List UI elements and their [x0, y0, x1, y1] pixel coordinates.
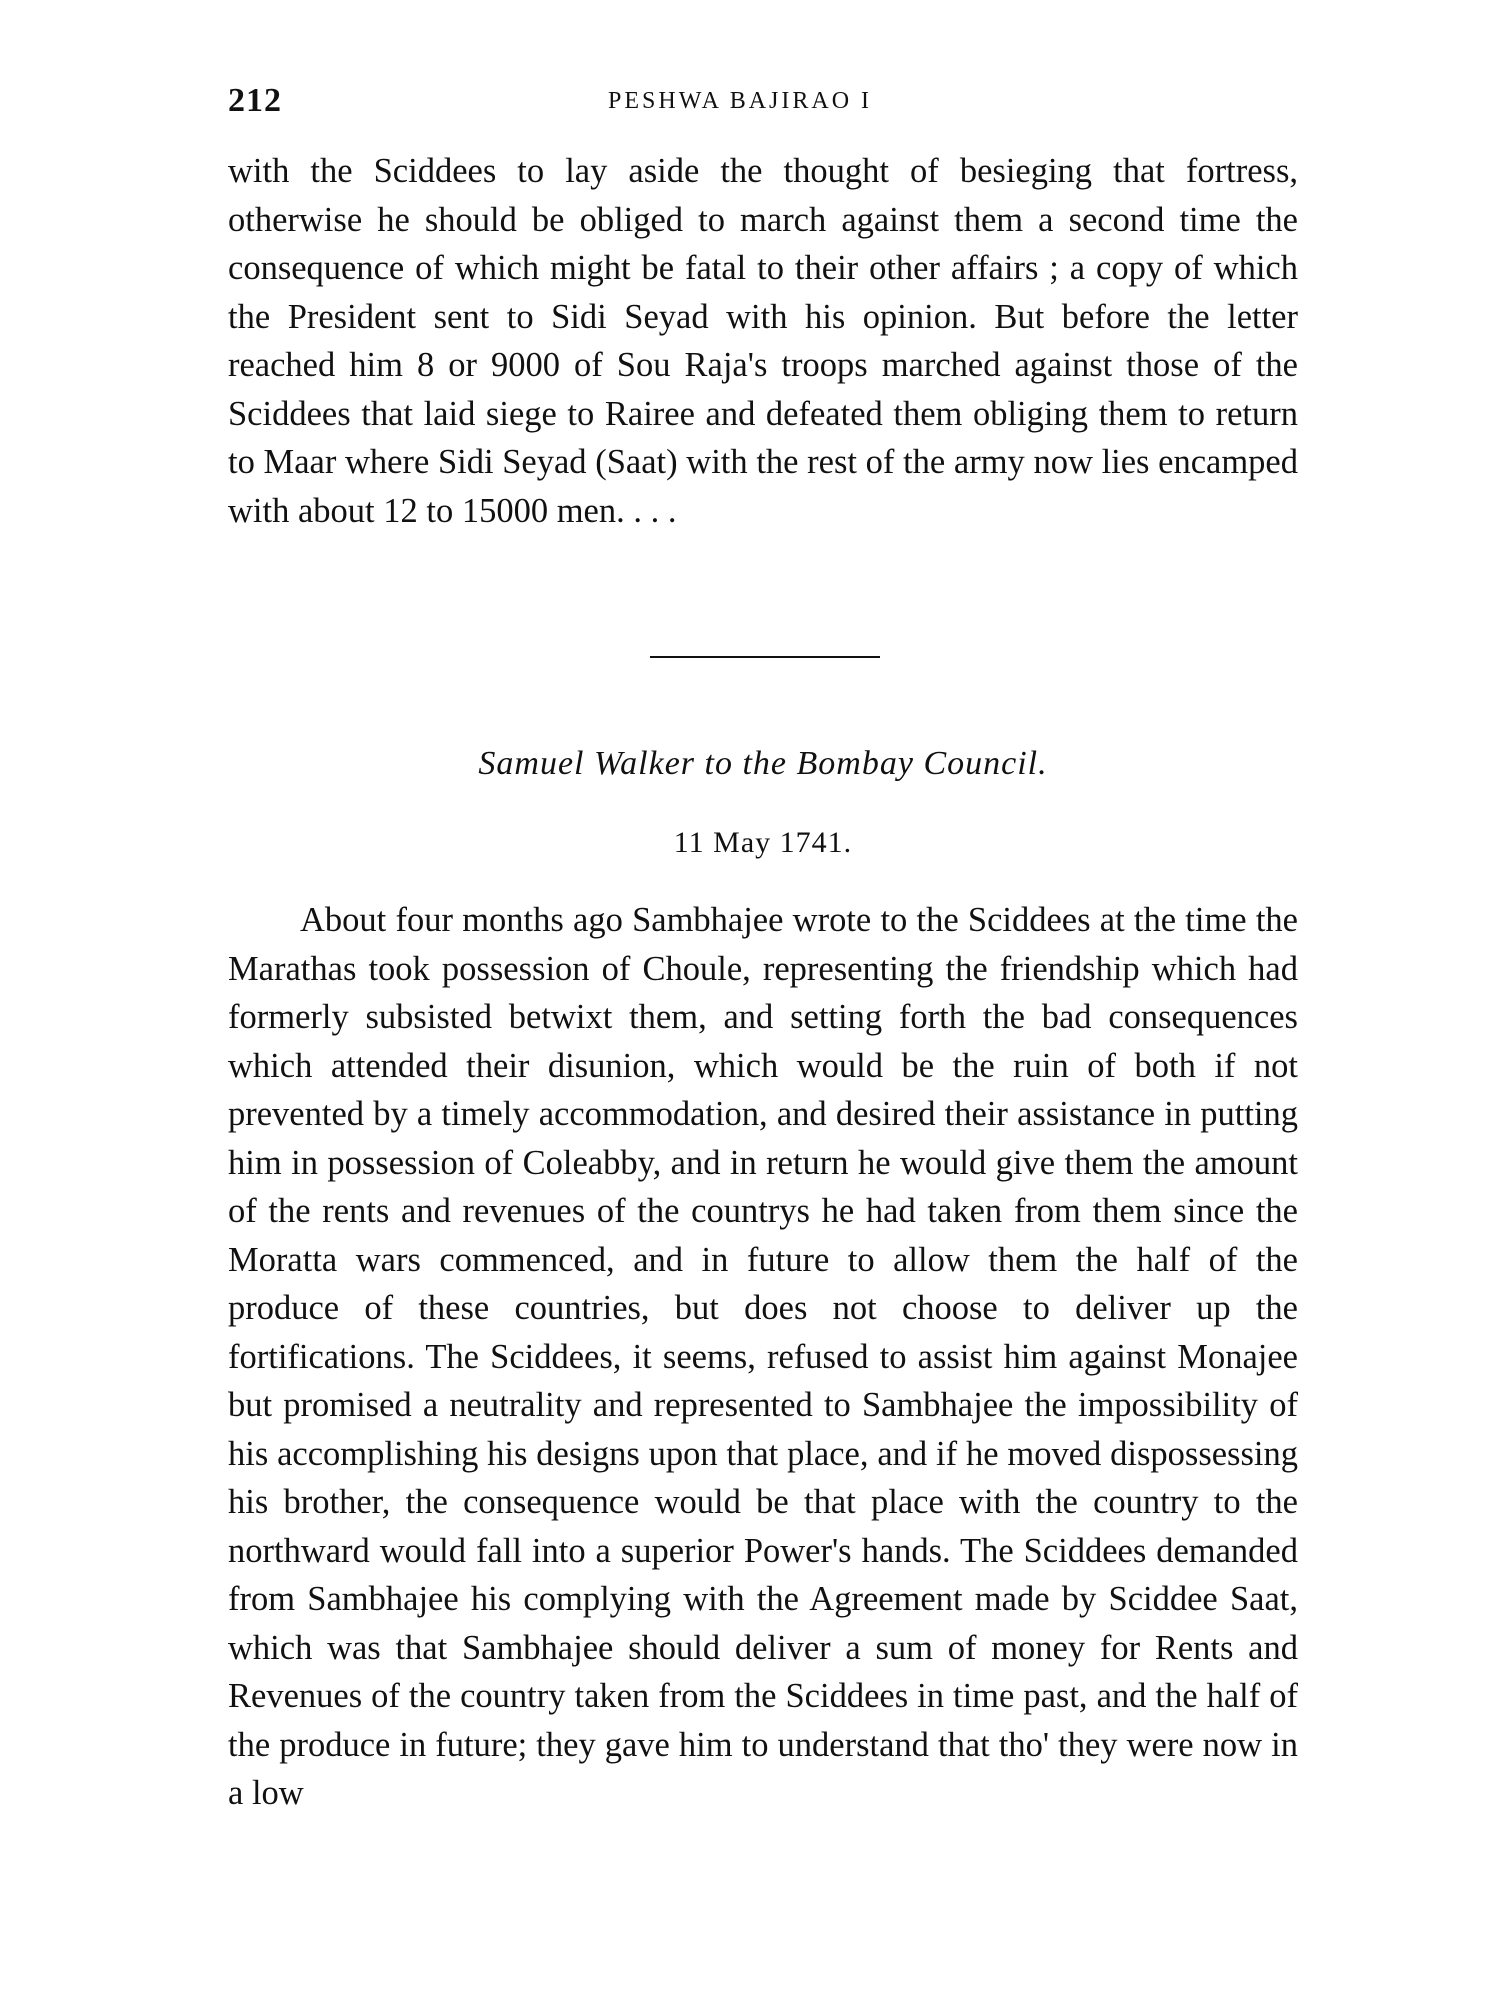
running-title: PESHWA BAJIRAO I: [608, 88, 873, 114]
continued-paragraph-block: [228, 147, 1298, 535]
letter-body-paragraph: About four months ago Sambhajee wrote to the Sciddees at the time the Marathas took possession of Choule, representing the friendship which had formerly subsisted betwixt them, and setting forth the bad consequences which attended their disunion, which would be the ruin of both if not prevented by a timely accommodation, and desired their assistance in putting him in possession of Coleabby, and in return he would give them the amount of the rents and revenues of the countrys he had taken from them since the Moratta wars commenced, and in future to allow them the half of the produce of these countries, but does not choose to deliver up the fortifications. The Sciddees, it seems, refused to assist him against Monajee but promised a neutrality and represented to Sambhajee the impossibility of his accomplishing his designs upon that place, and if he moved dispossessing his brother, the consequence would be that place with the country to the northward would fall into a superior Power's hands. The Sciddees demanded from Sambhajee his complying with the Agreement made by Sciddee Saat, which was that Sambhajee should deliver a sum of money for Rents and Revenues of the country taken from the Sciddees in time past, and the half of the produce in future; they gave him to understand that tho' they were now in a low: [228, 901, 1298, 1812]
page-header: [228, 82, 1298, 132]
letter-title: Samuel Walker to the Bombay Council.: [478, 745, 1048, 782]
continued-paragraph: with the Sciddees to lay aside the thought of besieging that fortress, otherwise he should be obliged to march against them a second time the consequence of which might be fatal to their other affairs ; a copy of which the President sent to Sidi Seyad with his opinion. But before the letter reached him 8 or 9000 of Sou Raja's troops marched against those of the Sciddees that laid siege to Rairee and defeated them obliging them to return to Maar where Sidi Seyad (Saat) with the rest of the army now lies encamped with about 12 to 15000 men. . . .: [228, 152, 1298, 530]
page-number: 212: [228, 82, 282, 119]
letter-date: 11 May 1741.: [673, 826, 853, 859]
letter-body-block: [228, 896, 1298, 1818]
section-divider: [650, 656, 880, 658]
